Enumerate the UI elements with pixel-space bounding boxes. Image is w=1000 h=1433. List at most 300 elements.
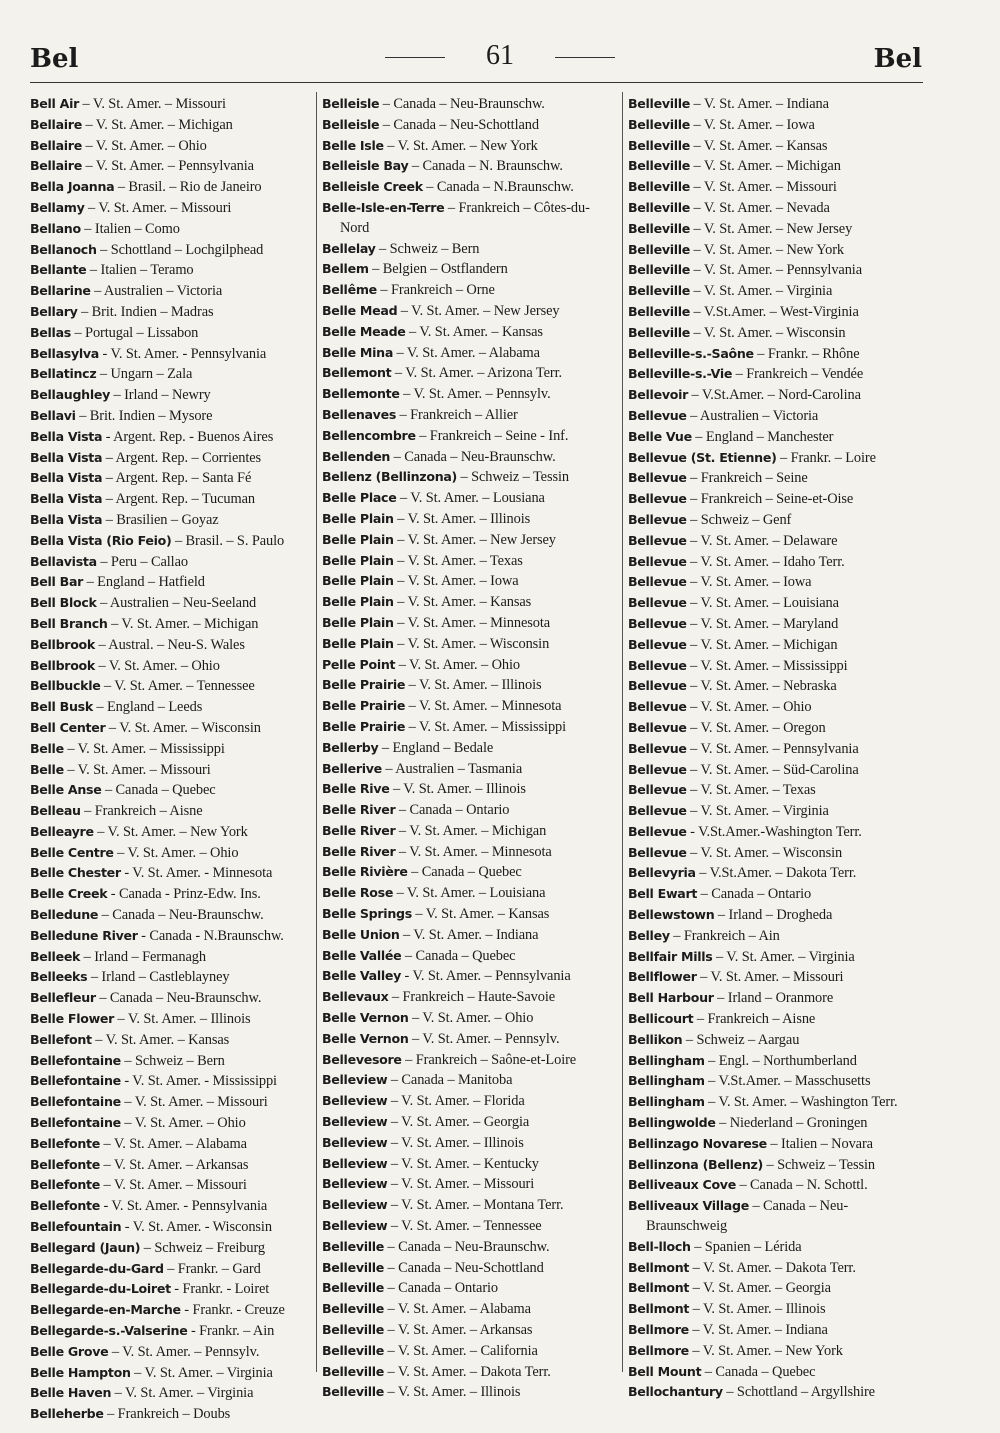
place-location: – V. St. Amer. – New Jersey bbox=[393, 531, 556, 548]
gazetteer-entry bbox=[628, 1092, 918, 1113]
place-name: Belle Meade bbox=[322, 323, 406, 339]
gazetteer-entry bbox=[322, 1258, 612, 1279]
place-name: Bellewstown bbox=[628, 907, 715, 923]
place-location: – V. St. Amer. – Texas bbox=[393, 552, 523, 569]
gazetteer-entry bbox=[322, 509, 612, 530]
place-name: Bellenaves bbox=[322, 406, 397, 422]
gazetteer-entry bbox=[628, 1362, 918, 1383]
place-location: – V. St. Amer. – Pennsylvania bbox=[81, 158, 254, 175]
place-name: Belle Grove bbox=[30, 1343, 109, 1359]
gazetteer-entry bbox=[30, 1009, 320, 1030]
place-location: – Canada – Neu-Braunschweig bbox=[646, 1198, 849, 1235]
place-name: Belle Isle bbox=[322, 137, 384, 153]
place-name: Bellefont bbox=[30, 1031, 92, 1047]
place-name: Bellbuckle bbox=[30, 678, 101, 694]
place-location: – Brasil. – Rio de Janeiro bbox=[114, 179, 262, 196]
place-location: – V. St. Amer. – Ohio bbox=[94, 657, 220, 674]
place-location: – Brasil. – S. Paulo bbox=[171, 532, 285, 549]
place-location: – England – Hatfield bbox=[83, 574, 205, 591]
gazetteer-entry bbox=[30, 780, 320, 801]
gazetteer-entry bbox=[30, 1238, 320, 1259]
place-name: Bellary bbox=[30, 303, 78, 319]
place-location: – Australien – Neu-Seeland bbox=[96, 595, 257, 612]
gazetteer-entry bbox=[322, 322, 612, 343]
place-location: – Canada – Neu-Braunschw. bbox=[384, 1238, 550, 1255]
place-name: Belleisle bbox=[322, 96, 380, 111]
place-location: – V. St. Amer. – Ohio bbox=[113, 844, 239, 861]
place-location: – V. St. Amer. – Missouri bbox=[63, 761, 211, 778]
place-name: Bellevue bbox=[628, 782, 687, 798]
place-location: – Canada – Quebec bbox=[701, 1363, 816, 1380]
place-location: – Italien – Como bbox=[80, 220, 180, 237]
place-location: – V. St. Amer. – Illinois bbox=[393, 510, 531, 527]
place-location: - Frankr. - Loiret bbox=[170, 1281, 270, 1298]
place-location: – V. St. Amer. – Illinois bbox=[405, 677, 542, 694]
gazetteer-entry bbox=[30, 760, 320, 781]
gazetteer-entry bbox=[322, 862, 612, 883]
place-name: Bella Joanna bbox=[30, 179, 115, 195]
place-location: – V. St. Amer. – Alabama bbox=[393, 344, 540, 361]
place-name: Bellingham bbox=[628, 1052, 705, 1068]
gazetteer-entry bbox=[30, 94, 320, 115]
place-location: – Schweiz – Freiburg bbox=[140, 1239, 266, 1256]
place-location: – V. St. Amer. – Dakota Terr. bbox=[689, 1259, 856, 1276]
place-name: Bellevue bbox=[628, 574, 687, 590]
place-location: – V. St. Amer. – Indiana bbox=[399, 926, 539, 943]
gazetteer-entry bbox=[628, 905, 918, 926]
place-location: – Irland – Newry bbox=[110, 387, 211, 404]
place-location: – Schweiz – Tessin bbox=[457, 469, 569, 486]
place-name: Bellfair Mills bbox=[628, 948, 713, 964]
place-name: Bellevue bbox=[628, 532, 687, 548]
place-name: Belle Vallée bbox=[322, 947, 402, 963]
place-name: Belleau bbox=[30, 803, 81, 819]
gazetteer-entry bbox=[322, 1070, 612, 1091]
place-name: Bella Vista bbox=[30, 491, 103, 507]
place-name: Bellingham bbox=[628, 1094, 705, 1110]
place-name: Bellevue bbox=[628, 470, 687, 486]
gazetteer-entry bbox=[30, 219, 320, 240]
place-location: – V. St. Amer. – Ohio bbox=[395, 656, 521, 673]
place-location: – Canada – Neu-Schottland bbox=[379, 116, 539, 133]
gazetteer-entry bbox=[322, 1050, 612, 1071]
place-name: Bellaire bbox=[30, 158, 82, 174]
place-name: Belledune River bbox=[30, 927, 138, 943]
gazetteer-entry bbox=[322, 301, 612, 322]
gazetteer-entry bbox=[322, 136, 612, 157]
place-name: Bellevoir bbox=[628, 387, 689, 403]
place-location: – Schweiz – Bern bbox=[375, 240, 480, 257]
place-name: Bellevyria bbox=[628, 865, 696, 881]
place-location: – Ungarn – Zala bbox=[96, 366, 193, 383]
place-location: – V. St. Amer. – Missouri bbox=[79, 96, 226, 112]
gazetteer-entry bbox=[322, 821, 612, 842]
place-location: – V. St. Amer. – Wisconsin bbox=[105, 719, 261, 736]
place-location: – V. St. Amer. – Louisiana bbox=[393, 885, 546, 902]
place-name: Bellflower bbox=[628, 969, 697, 985]
place-name: Bellochantury bbox=[628, 1384, 723, 1400]
gazetteer-entry bbox=[628, 344, 918, 365]
gazetteer-entry bbox=[628, 1278, 918, 1299]
gazetteer-entry bbox=[322, 156, 612, 177]
gazetteer-entry bbox=[628, 364, 918, 385]
place-location: – V. St. Amer. – Mississippi bbox=[686, 657, 848, 674]
place-location: - Frankr. - Creuze bbox=[180, 1302, 285, 1319]
place-location: – V. St. Amer. – Kentucky bbox=[387, 1155, 539, 1172]
place-location: – Canada – Neu-Schottland bbox=[384, 1259, 544, 1276]
place-name: Bell Branch bbox=[30, 615, 108, 631]
gazetteer-entry bbox=[322, 779, 612, 800]
place-location: – Italien – Teramo bbox=[86, 262, 194, 279]
place-location: – Irland – Fermanagh bbox=[80, 948, 206, 965]
gazetteer-entry bbox=[30, 489, 320, 510]
gazetteer-entry bbox=[322, 280, 612, 301]
gazetteer-entry bbox=[628, 614, 918, 635]
place-name: Bellmore bbox=[628, 1322, 689, 1338]
place-location: – V. St. Amer. – Pennsylv. bbox=[399, 386, 551, 403]
place-name: Belley bbox=[628, 927, 670, 943]
gazetteer-entry bbox=[30, 635, 320, 656]
gazetteer-entry bbox=[30, 364, 320, 385]
gazetteer-entry bbox=[322, 1341, 612, 1362]
place-location: – Canada – Quebec bbox=[401, 947, 516, 964]
place-name: Belle Springs bbox=[322, 906, 412, 922]
gazetteer-entry bbox=[628, 198, 918, 219]
gazetteer-entry bbox=[30, 1217, 320, 1238]
place-location: – V. St. Amer. – Missouri bbox=[696, 969, 844, 986]
place-name: Belle-Isle-en-Terre bbox=[322, 199, 445, 215]
gazetteer-entry bbox=[322, 738, 612, 759]
gazetteer-entry bbox=[30, 344, 320, 365]
place-location: – Irland – Drogheda bbox=[714, 907, 833, 924]
gazetteer-entry bbox=[628, 240, 918, 261]
place-location: - V. St. Amer. – Pennsylvania bbox=[401, 968, 571, 985]
place-name: Belle Mead bbox=[322, 302, 398, 318]
gazetteer-entry bbox=[30, 156, 320, 177]
place-name: Belle Rose bbox=[322, 885, 394, 901]
place-location: – V. St. Amer. – Tennessee bbox=[100, 678, 255, 695]
gazetteer-entry bbox=[322, 447, 612, 468]
place-location: – Irland – Castleblayney bbox=[87, 969, 230, 986]
place-location: – V. St. Amer. – New York bbox=[383, 137, 538, 154]
place-location: – V. St. Amer. – Ohio bbox=[120, 1115, 246, 1132]
place-name: Bell Harbour bbox=[628, 990, 714, 1006]
gazetteer-entry bbox=[30, 1321, 320, 1342]
gazetteer-entry bbox=[628, 760, 918, 781]
place-location: – Frankreich – Doubs bbox=[103, 1406, 231, 1423]
gazetteer-entry bbox=[30, 1051, 320, 1072]
place-location: – Engl. – Northumberland bbox=[704, 1052, 857, 1069]
place-name: Bellegard (Jaun) bbox=[30, 1239, 141, 1255]
place-location: – Frankreich – Vendée bbox=[732, 366, 864, 383]
place-location: – England – Manchester bbox=[691, 428, 834, 445]
place-location: – V.St.Amer. – Dakota Terr. bbox=[695, 865, 857, 882]
place-name: Belle Vernon bbox=[322, 1030, 409, 1046]
place-location: – V. St. Amer. – Oregon bbox=[686, 719, 826, 736]
gazetteer-entry bbox=[30, 1279, 320, 1300]
gazetteer-entry bbox=[30, 468, 320, 489]
place-location: – V. St. Amer. – Montana Terr. bbox=[387, 1197, 564, 1214]
place-name: Bellefontaine bbox=[30, 1115, 121, 1131]
gazetteer-entry bbox=[30, 718, 320, 739]
gazetteer-entry bbox=[322, 1029, 612, 1050]
place-location: – Canada – N. Braunschw. bbox=[408, 158, 563, 175]
place-name: Belle Hampton bbox=[30, 1364, 131, 1380]
place-location: - Frankr. – Ain bbox=[187, 1323, 275, 1340]
place-name: Belle Prairie bbox=[322, 677, 406, 693]
gazetteer-entry bbox=[322, 675, 612, 696]
place-name: Belleville bbox=[322, 1384, 385, 1400]
place-location: – Australien – Victoria bbox=[686, 407, 819, 424]
place-location: – V. St. Amer. – Kansas bbox=[405, 323, 543, 340]
gazetteer-entry bbox=[322, 115, 612, 136]
gazetteer-entry bbox=[322, 634, 612, 655]
place-name: Bellaughley bbox=[30, 387, 110, 403]
gazetteer-entry bbox=[30, 905, 320, 926]
place-location: – Austral. – Neu-S. Wales bbox=[94, 636, 245, 653]
place-name: Bellevue bbox=[628, 657, 687, 673]
gazetteer-entry bbox=[30, 1363, 320, 1384]
place-name: Bellaire bbox=[30, 137, 82, 153]
place-location: – Frankreich – Aisne bbox=[80, 803, 203, 820]
gazetteer-entry bbox=[628, 1196, 918, 1237]
place-name: Belleville bbox=[628, 116, 691, 132]
gazetteer-entry bbox=[628, 676, 918, 697]
place-location: – Frankr. – Gard bbox=[163, 1260, 261, 1277]
place-name: Belleville bbox=[628, 96, 691, 111]
place-location: - V. St. Amer. - Mississippi bbox=[120, 1073, 277, 1090]
place-name: Belle Prairie bbox=[322, 718, 406, 734]
place-name: Belleisle Bay bbox=[322, 158, 409, 174]
place-location: – V. St. Amer. – Pennsylv. bbox=[408, 1030, 560, 1047]
gazetteer-entry bbox=[322, 1320, 612, 1341]
gazetteer-entry bbox=[628, 531, 918, 552]
place-location: – Canada – Neu-Braunschw. bbox=[379, 96, 545, 112]
place-location: – V. St. Amer. – Idaho Terr. bbox=[686, 553, 845, 570]
place-location: – V. St. Amer. – Virginia bbox=[712, 948, 855, 965]
place-name: Belleville bbox=[628, 137, 691, 153]
place-name: Belle Plain bbox=[322, 531, 394, 547]
place-name: Belleville bbox=[322, 1280, 385, 1296]
gazetteer-entry bbox=[628, 406, 918, 427]
place-name: Bellevue bbox=[628, 678, 687, 694]
place-name: Bella Vista bbox=[30, 449, 103, 465]
place-location: – V. St. Amer. – Wisconsin bbox=[393, 635, 550, 652]
place-location: – Frankreich – Seine-et-Oise bbox=[686, 491, 854, 508]
place-location: – V.St.Amer. – Masschusetts bbox=[704, 1073, 871, 1090]
place-name: Bellante bbox=[30, 262, 87, 278]
place-location: – Canada – Quebec bbox=[101, 782, 216, 799]
gazetteer-entry bbox=[628, 177, 918, 198]
place-name: Bellegarde-en-Marche bbox=[30, 1302, 181, 1318]
gazetteer-entry bbox=[322, 925, 612, 946]
place-name: Belleview bbox=[322, 1155, 388, 1171]
place-location: – V. St. Amer. – Michigan bbox=[690, 158, 841, 175]
place-name: Bellevue (St. Etienne) bbox=[628, 449, 777, 465]
place-name: Belleville bbox=[322, 1301, 385, 1317]
place-name: Belleville bbox=[628, 324, 691, 340]
place-name: Belle Place bbox=[322, 490, 397, 506]
place-name: Belleayre bbox=[30, 823, 94, 839]
place-location: – V. St. Amer. – Illinois bbox=[389, 781, 526, 798]
gazetteer-entry bbox=[30, 260, 320, 281]
place-location: – V. St. Amer. – Tennessee bbox=[387, 1218, 542, 1235]
place-name: Bellefonte bbox=[30, 1198, 100, 1214]
place-name: Belle bbox=[30, 761, 64, 777]
place-name: Bell Air bbox=[30, 96, 80, 111]
place-location: – V. St. Amer. – Minnesota bbox=[405, 698, 562, 715]
place-location: – V. St. Amer. – Illinois bbox=[689, 1301, 826, 1318]
place-name: Belleville bbox=[628, 241, 691, 257]
place-location: – V. St. Amer. – Indiana bbox=[690, 96, 829, 112]
gazetteer-entry bbox=[30, 697, 320, 718]
gazetteer-entry bbox=[30, 1113, 320, 1134]
place-name: Belledune bbox=[30, 907, 99, 923]
gazetteer-entry bbox=[628, 697, 918, 718]
place-location: – Argent. Rep. – Santa Fé bbox=[102, 470, 252, 487]
place-location: – V. St. Amer. – Mississippi bbox=[405, 718, 567, 735]
place-location: – Frankreich – Orne bbox=[376, 282, 495, 299]
gazetteer-entry bbox=[322, 405, 612, 426]
place-name: Bellefleur bbox=[30, 990, 96, 1006]
place-location: – Frankreich – Saône-et-Loire bbox=[401, 1051, 577, 1068]
gazetteer-entry bbox=[322, 488, 612, 509]
place-name: Bellmont bbox=[628, 1259, 690, 1275]
place-name: Belleview bbox=[322, 1093, 388, 1109]
place-location: – V. St. Amer. – Florida bbox=[387, 1093, 525, 1110]
place-name: Belle Vue bbox=[628, 428, 692, 444]
place-name: Belle River bbox=[322, 843, 396, 859]
gazetteer-entry bbox=[628, 926, 918, 947]
place-name: Belle Union bbox=[322, 926, 400, 942]
place-name: Bellevesore bbox=[322, 1051, 402, 1067]
gazetteer-entry bbox=[628, 94, 918, 115]
place-name: Bellbrook bbox=[30, 636, 95, 652]
gazetteer-entry bbox=[322, 592, 612, 613]
gazetteer-entry bbox=[628, 884, 918, 905]
place-name: Bellaire bbox=[30, 116, 82, 132]
place-name: Bellencombre bbox=[322, 427, 416, 443]
place-location: – Canada – Ontario bbox=[697, 886, 812, 903]
place-location: - V. St. Amer. - Wisconsin bbox=[121, 1219, 272, 1236]
gazetteer-entry bbox=[628, 323, 918, 344]
gazetteer-entry bbox=[30, 510, 320, 531]
place-name: Belle Plain bbox=[322, 614, 394, 630]
place-location: – Irland – Oranmore bbox=[713, 990, 834, 1007]
place-name: Belle Prairie bbox=[322, 698, 406, 714]
place-location: – Frankreich – Seine - Inf. bbox=[415, 427, 569, 444]
place-name: Bellefonte bbox=[30, 1177, 100, 1193]
header-rule bbox=[30, 82, 923, 83]
place-name: Bellmont bbox=[628, 1301, 690, 1317]
gazetteer-entry bbox=[30, 656, 320, 677]
place-location: – V. St. Amer. – Louisiana bbox=[686, 595, 839, 612]
place-name: Bellem bbox=[322, 261, 369, 277]
place-location: – V. St. Amer. – Arkansas bbox=[384, 1322, 533, 1339]
place-location: – V. St. Amer. – Kansas bbox=[690, 137, 828, 154]
place-location: – V.St.Amer. – West-Virginia bbox=[690, 303, 859, 320]
gazetteer-entry bbox=[322, 717, 612, 738]
gazetteer-entry bbox=[30, 1030, 320, 1051]
column-divider bbox=[622, 92, 623, 1372]
gazetteer-entry bbox=[30, 947, 320, 968]
gazetteer-entry bbox=[628, 1071, 918, 1092]
place-location: – England – Leeds bbox=[92, 699, 203, 716]
gazetteer-entry bbox=[628, 988, 918, 1009]
place-name: Bellefonte bbox=[30, 1135, 100, 1151]
column-2 bbox=[322, 94, 612, 1403]
place-name: Belle River bbox=[322, 802, 396, 818]
place-location: – Frankreich – Allier bbox=[396, 406, 518, 423]
place-name: Belleville bbox=[628, 262, 691, 278]
place-location: – Schottland – Lochgilphead bbox=[96, 241, 264, 258]
gazetteer-entry bbox=[628, 1341, 918, 1362]
gazetteer-entry bbox=[322, 800, 612, 821]
gazetteer-entry bbox=[322, 1278, 612, 1299]
gazetteer-entry bbox=[30, 448, 320, 469]
place-location: – Argent. Rep. – Tucuman bbox=[102, 491, 255, 508]
place-name: Bellano bbox=[30, 220, 81, 236]
gazetteer-entry bbox=[30, 136, 320, 157]
place-name: Bellerive bbox=[322, 760, 382, 776]
gazetteer-entry bbox=[628, 822, 918, 843]
gazetteer-entry bbox=[30, 926, 320, 947]
place-name: Belle Plain bbox=[322, 573, 394, 589]
place-name: Bellevue bbox=[628, 740, 687, 756]
gazetteer-entry bbox=[628, 281, 918, 302]
place-location: - V. St. Amer. - Pennsylvania bbox=[99, 345, 267, 362]
gazetteer-entry bbox=[322, 198, 612, 239]
place-name: Bella Vista (Rio Feio) bbox=[30, 532, 172, 548]
gazetteer-entry bbox=[30, 884, 320, 905]
column-3 bbox=[628, 94, 918, 1403]
gazetteer-entry bbox=[628, 947, 918, 968]
place-location: – V. St. Amer. – Iowa bbox=[393, 573, 519, 590]
gazetteer-entry bbox=[322, 696, 612, 717]
place-name: Belleeks bbox=[30, 969, 88, 985]
gazetteer-entry bbox=[628, 801, 918, 822]
place-name: Belliveaux Village bbox=[628, 1198, 749, 1214]
gazetteer-entry bbox=[30, 385, 320, 406]
place-location: – Brit. Indien – Madras bbox=[77, 303, 214, 320]
gazetteer-entry bbox=[30, 177, 320, 198]
place-name: Belle River bbox=[322, 822, 396, 838]
place-name: Bellevue bbox=[628, 615, 687, 631]
place-location: - V. St. Amer. - Pennsylvania bbox=[99, 1198, 268, 1215]
place-location: - Canada - N.Braunschw. bbox=[137, 927, 284, 944]
gazetteer-entry bbox=[628, 489, 918, 510]
gazetteer-entry bbox=[30, 406, 320, 427]
gazetteer-entry bbox=[628, 718, 918, 739]
header-left-keyword: Bel bbox=[30, 44, 79, 74]
place-location: – V. St. Amer. – Missouri bbox=[690, 179, 837, 196]
gazetteer-entry bbox=[322, 904, 612, 925]
place-location: - V.St.Amer.-Washington Terr. bbox=[686, 823, 862, 840]
gazetteer-entry bbox=[30, 302, 320, 323]
place-location: – V.St.Amer. – Nord-Carolina bbox=[688, 387, 861, 404]
place-name: Bellemont bbox=[322, 365, 392, 381]
place-location: – V. St. Amer. – Michigan bbox=[686, 636, 838, 653]
place-name: Bellevue bbox=[628, 636, 687, 652]
place-location: – Australien – Tasmania bbox=[381, 760, 523, 777]
place-name: Bellerby bbox=[322, 739, 379, 755]
place-name: Belliveaux Cove bbox=[628, 1177, 736, 1193]
place-location: – Frankreich – Côtes-du-Nord bbox=[340, 199, 590, 236]
place-name: Bellevue bbox=[628, 407, 687, 423]
place-location: – Argent. Rep. – Corrientes bbox=[102, 449, 262, 466]
gazetteer-entry bbox=[30, 1383, 320, 1404]
place-location: – V. St. Amer. – Ohio bbox=[686, 699, 812, 716]
